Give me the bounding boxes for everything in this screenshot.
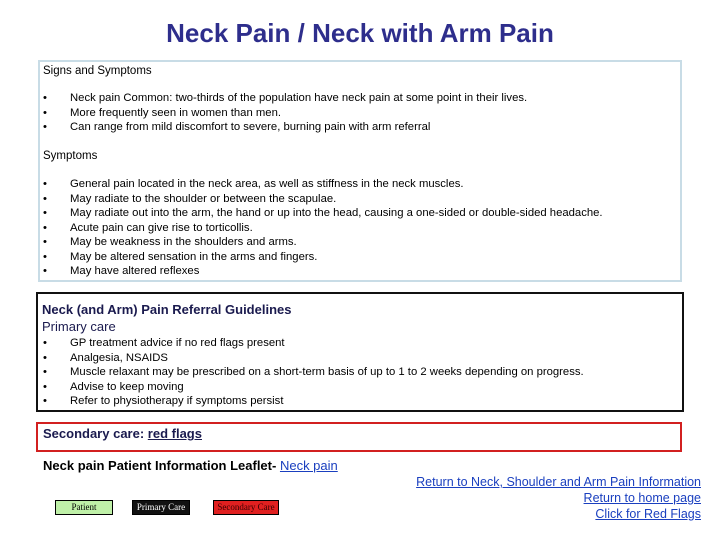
list-item: • Acute pain can give rise to torticollis. [43,221,253,234]
page-title: Neck Pain / Neck with Arm Pain [166,18,554,48]
list-item: • Analgesia, NSAIDS [43,351,168,364]
bullet-icon: • [43,92,47,104]
bullet-icon: • [43,337,47,349]
list-item: • May be altered sensation in the arms and fingers. [43,250,318,263]
list-item: • May be weakness in the shoulders and arms. [43,236,297,248]
bullet-icon: • [43,265,47,277]
bullet-icon: • [43,236,47,248]
neck-pain-leaflet-link[interactable]: Neck pain [279,458,338,473]
bullet-icon: • [43,380,47,393]
referral-heading: Neck (and Arm) Pain Referral Guidelines [42,302,292,317]
bullet-icon: • [43,106,47,119]
secondary-care-button[interactable]: Secondary Care [213,500,279,515]
list-item: • Muscle relaxant may be prescribed on a short-term basis of up to 1 to 2 weeks depending on progress. [43,366,584,378]
secondary-care-line [43,426,202,441]
referral-list [43,336,584,409]
bullet-icon: • [43,121,47,133]
leaflet-label: Neck pain Patient Information Leaflet- [43,458,277,473]
bullet-icon: • [43,178,47,190]
red-flags-link[interactable]: red flags [147,426,202,441]
return-to-neck-info-link[interactable]: Return to Neck, Shoulder and Arm Pain Information [416,475,701,489]
symptoms-heading: Symptoms [43,150,98,162]
list-item: • May radiate out into the arm, the hand or up into the head, causing a one-sided or double-sided headache. [43,207,603,219]
patient-button[interactable]: Patient [55,500,113,515]
bullet-icon: • [43,192,47,205]
bullet-icon: • [43,395,47,407]
list-item: • May have altered reflexes [43,265,200,277]
list-item: • More frequently seen in women than men. [43,106,281,119]
symptoms-list [43,177,603,279]
list-item: • Neck pain Common: two-thirds of the population have neck pain at some point in their lives. [43,92,528,104]
bullet-icon: • [43,207,47,219]
leaflet-line [43,458,338,473]
list-item: • May radiate to the shoulder or between the scapulae. [43,192,337,205]
signs-heading: Signs and Symptoms [43,65,152,77]
return-home-link[interactable]: Return to home page [583,491,701,505]
primary-care-button[interactable]: Primary Care [132,500,190,515]
primary-care-heading: Primary care [42,319,116,334]
signs-list [43,91,527,135]
secondary-care-label: Secondary care: [43,426,145,441]
list-item: • General pain located in the neck area, as well as stiffness in the neck muscles. [43,178,464,190]
bullet-icon: • [43,351,47,364]
bullet-icon: • [43,221,47,234]
right-links [416,474,701,522]
bullet-icon: • [43,250,47,263]
list-item: • Advise to keep moving [43,380,184,393]
list-item: • Refer to physiotherapy if symptoms persist [43,395,284,407]
list-item: • Can range from mild discomfort to severe, burning pain with arm referral [43,121,431,133]
list-item: • GP treatment advice if no red flags present [43,337,285,349]
red-flags-page-link[interactable]: Click for Red Flags [595,507,701,521]
bullet-icon: • [43,366,47,378]
